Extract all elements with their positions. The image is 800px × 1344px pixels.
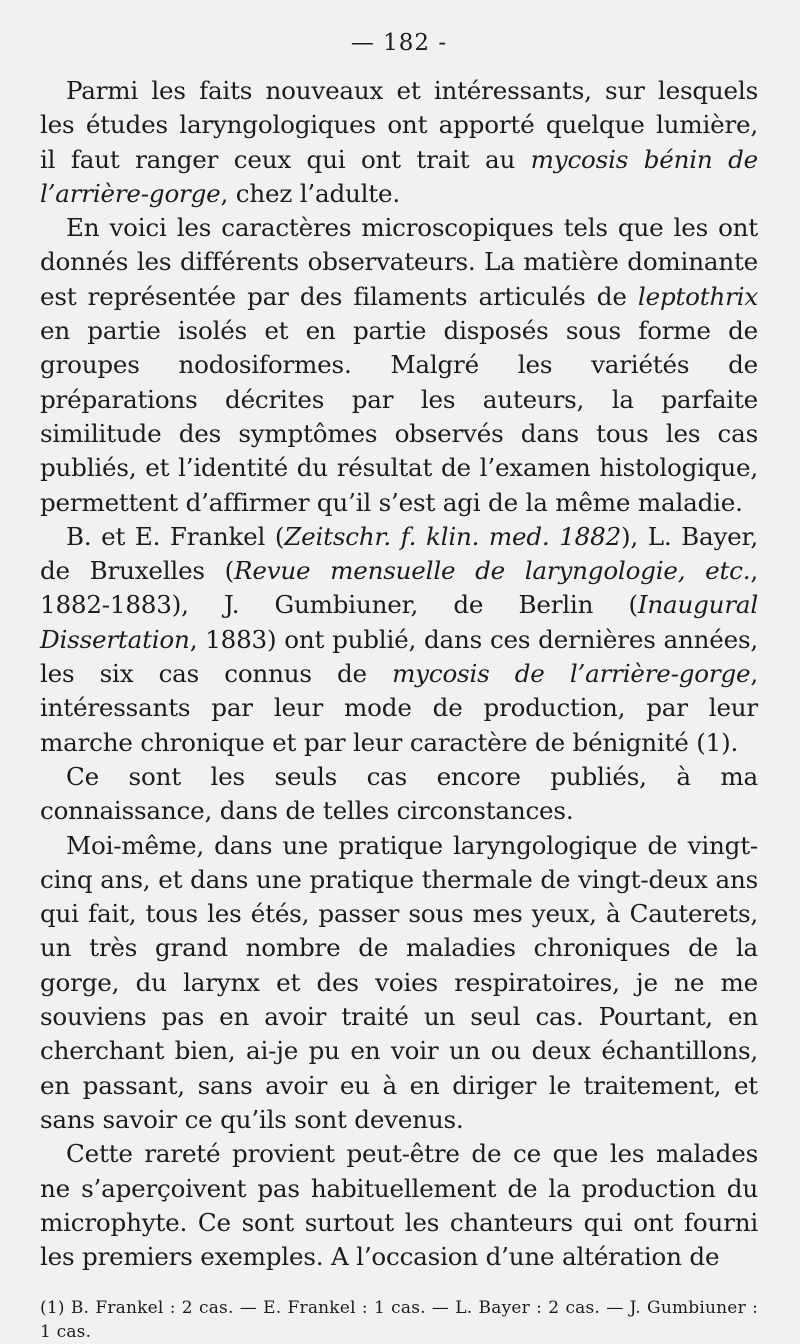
paragraph xyxy=(40,1137,758,1274)
italic-text: leptothrix xyxy=(637,281,758,311)
page-number: — 182 - xyxy=(350,30,448,56)
italic-text: Zeitschr. f. klin. med. 1882 xyxy=(284,521,622,551)
text-run: Cette rareté provient peut-être de ce que les malades ne s’aperçoivent pas habituellement de la production du microphyte. Ce sont surtout les chanteurs qui ont fourni les premiers exemples. A l’occasion d’une altération de xyxy=(40,1139,758,1272)
paragraph xyxy=(40,829,758,1138)
text-run: , 1883) ont publié, dans ces dernières années, les six cas connus de xyxy=(40,624,758,689)
paragraph xyxy=(40,520,758,760)
text-run: Moi-même, dans une pratique laryngologique de vingt-cinq ans, et dans une pratique thermale de vingt-deux ans qui fait, tous les étés, passer sous mes yeux, à Cauterets, un très grand nombre de maladies chroniques de la gorge, du larynx et des voies respiratoires, je ne me souviens pas en avoir traité un seul cas. Pourtant, en cherchant bien, ai-je pu en voir un ou deux échantillons, en passant, sans avoir eu à en diriger le traitement, et sans savoir ce qu’ils sont devenus. xyxy=(40,830,758,1134)
italic-text: Inaugural Dissertation xyxy=(40,590,758,654)
italic-text: mycosis de l’arrière-gorge xyxy=(392,659,751,689)
paragraph xyxy=(40,74,758,211)
footnote: (1) B. Frankel : 2 cas. — E. Frankel : 1 cas. — L. Bayer : 2 cas. — J. Gumbiuner : 1 cas. xyxy=(40,1298,758,1343)
text-run: , chez l’adulte. xyxy=(220,178,400,208)
italic-text: Revue mensuelle de laryngologie, etc. xyxy=(234,556,751,586)
paragraph xyxy=(40,211,758,520)
text-run: ), L. Bayer, de Bruxelles ( xyxy=(40,521,759,586)
text-run: en partie isolés et en partie disposés sous forme de groupes nodosiformes. Malgré les variétés de préparations décrites par les auteurs, la parfaite similitude des symptômes observés dans tous les cas publiés, et l’identité du résultat de l’examen histologique, permettent d’affirmer qu’il s’est agi de la même maladie. xyxy=(40,316,758,517)
body-text xyxy=(40,74,758,1274)
text-run: Parmi les faits nouveaux et intéressants, sur lesquels les études laryngologiques ont apporté quelque lumière, il faut ranger ceux qui ont trait au xyxy=(40,76,758,174)
text-run: En voici les caractères microscopiques tels que les ont donnés les différents observateurs. La matière dominante est représentée par des filaments articulés de xyxy=(40,213,758,311)
text-run: Ce sont les seuls cas encore publiés, à ma connaissance, dans de telles circonstances. xyxy=(40,761,758,826)
paragraph xyxy=(40,760,758,829)
text-run: , intéressants par leur mode de production, par leur marche chronique et par leur caractère de bénignité (1). xyxy=(40,659,758,757)
italic-text: mycosis bénin de l’arrière-gorge xyxy=(40,144,758,208)
text-run: , 1882-1883), J. Gumbiuner, de Berlin ( xyxy=(40,556,758,620)
text-run: B. et E. Frankel ( xyxy=(66,521,285,551)
